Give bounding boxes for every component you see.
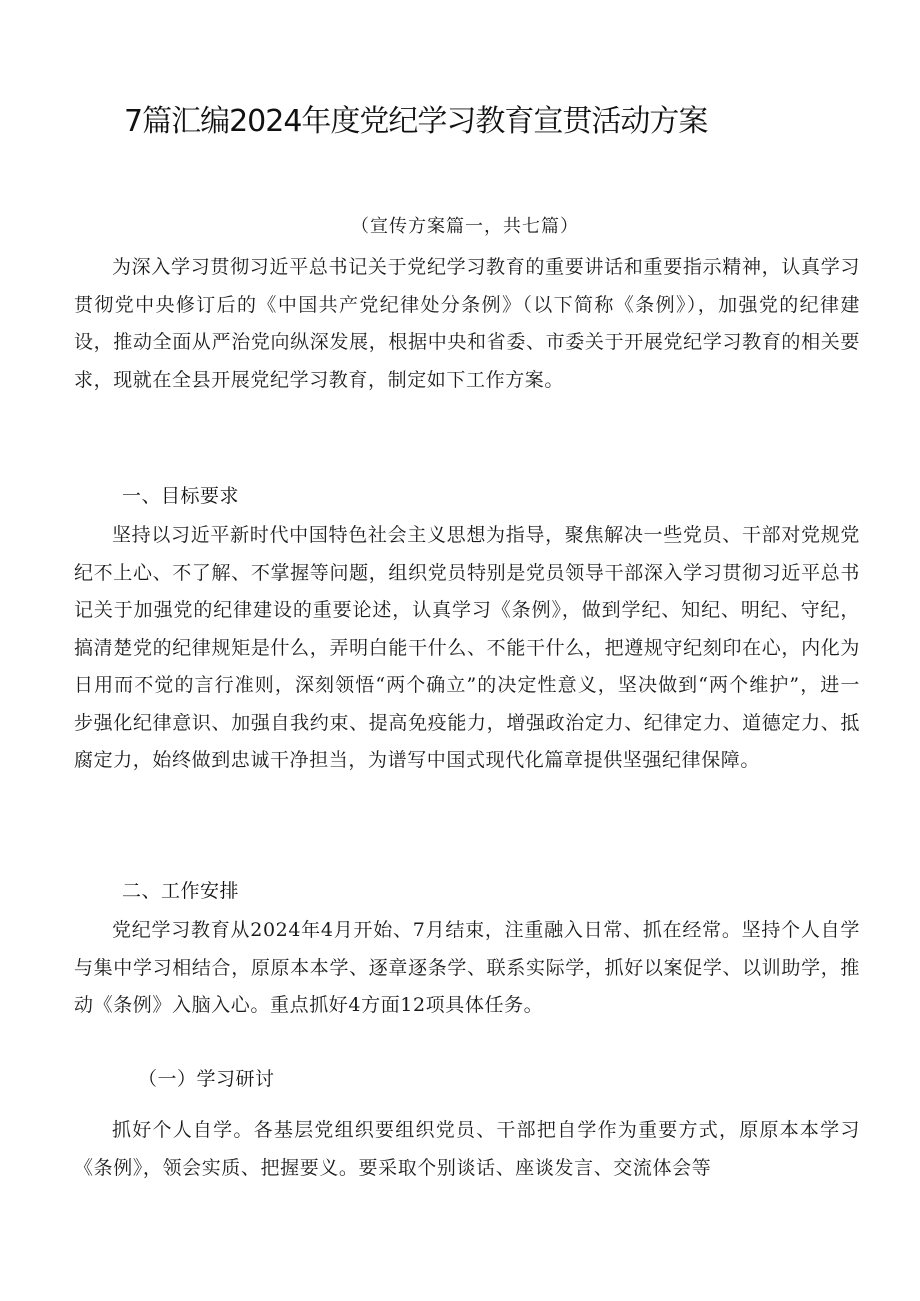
section-heading-arrangement: 二、工作安排 xyxy=(122,880,240,902)
arrangement-paragraph: 党纪学习教育从2024年4月开始、7月结束，注重融入日常、抓在经常。坚持个人自学与集中学习相结合，原原本本学、逐章逐条学、联系实际学，抓好以案促学、以训助学，推动《条例》入脑入心。重点抓好4方面12项具体任务。 xyxy=(74,919,860,1016)
subsection-heading-study: （一）学习研讨 xyxy=(138,1068,275,1090)
document-title: 7篇汇编2024年度党纪学习教育宣贯活动方案 xyxy=(124,104,708,139)
study-paragraph: 抓好个人自学。各基层党组织要组织党员、干部把自学作为重要方式，原原本本学习《条例》，领会实质、把握要义。要采取个别谈话、座谈发言、交流体会等 xyxy=(74,1119,860,1179)
section-heading-goals: 一、目标要求 xyxy=(122,485,240,507)
document-subtitle: （宣传方案篇一，共七篇） xyxy=(351,216,579,237)
goals-paragraph: 坚持以习近平新时代中国特色社会主义思想为指导，聚焦解决一些党员、干部对党规党纪不上心、不了解、不掌握等问题，组织党员特别是党员领导干部深入学习贯彻习近平总书记关于加强党的纪律建设的重要论述，认真学习《条例》，做到学纪、知纪、明纪、守纪，搞清楚党的纪律规矩是什么，弄明白能干什么、不能干什么，把遵规守纪刻印在心，内化为日用而不觉的言行准则，深刻领悟“两个确立”的决定性意义，坚决做到“两个维护”，进一步强化纪律意识、加强自我约束、提高免疫能力，增强政治定力、纪律定力、道德定力、抵腐定力，始终做到忠诚干净担当，为谱写中国式现代化篇章提供坚强纪律保障。 xyxy=(74,524,860,771)
intro-paragraph: 为深入学习贯彻习近平总书记关于党纪学习教育的重要讲话和重要指示精神，认真学习贯彻党中央修订后的《中国共产党纪律处分条例》（以下简称《条例》），加强党的纪律建设，推动全面从严治党向纵深发展，根据中央和省委、市委关于开展党纪学习教育的相关要求，现就在全县开展党纪学习教育，制定如下工作方案。 xyxy=(74,256,860,391)
